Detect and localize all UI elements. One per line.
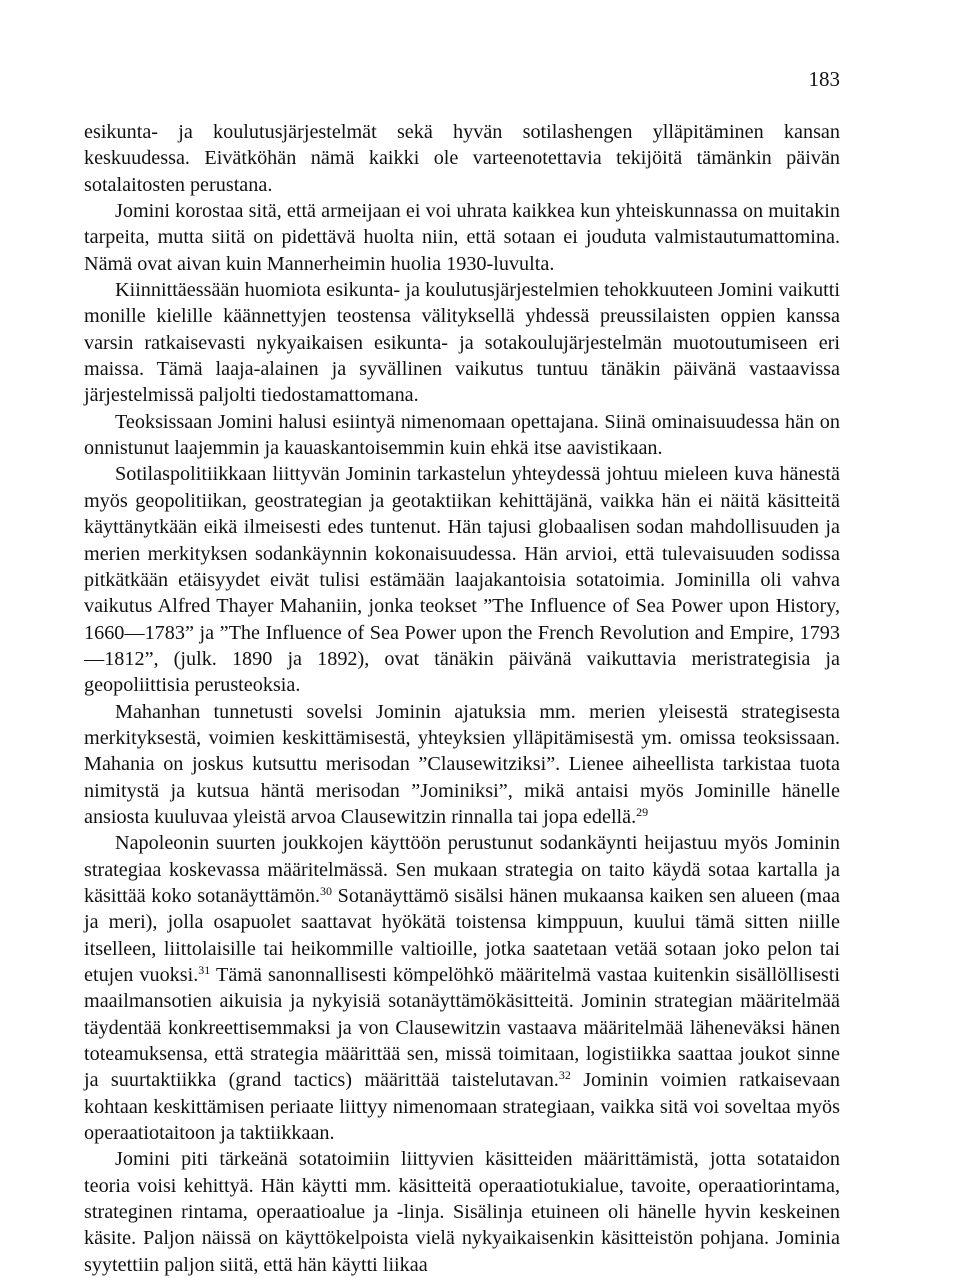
paragraph-text: Jominin voimien ratkaisevaan kohtaan keskittämisen periaate liittyy nimenomaan strategiaan, vaikka sitä voi soveltaa myös operaatiotaitoon ja taktiikkaan. xyxy=(84,1069,840,1145)
paragraph-text: Kiinnittäessään huomiota esikunta- ja koulutusjärjestelmien tehokkuuteen Jomini vaikutti monille kielille käännettyjen teostensa välityksellä yhdessä preussilaisten oppien kanssa varsin ratkaisevasti nykyaikaisen esikunta- ja sotakoulujärjestelmän muotoutumiseen eri maissa. Tämä laaja-alainen ja syvällinen vaikutus tuntuu tänäkin päivänä vastaavissa järjestelmissä paljolti tiedostamattomana. xyxy=(84,279,840,407)
footnote-reference: 30 xyxy=(320,883,333,898)
paragraph-text: esikunta- ja koulutusjärjestelmät sekä hyvän sotilashengen ylläpitäminen kansan keskuudessa. Eivätköhän nämä kaikki ole varteenotettavia tekijöitä tämänkin päivän sotalaitosten perustana. xyxy=(84,121,840,196)
paragraph-text: Teoksissaan Jomini halusi esiintyä nimenomaan opettajana. Siinä ominaisuudessa hän on onnistunut laajemmin ja kauaskantoisemmin kuin ehkä itse aavistikaan. xyxy=(84,410,840,460)
paragraph-text: Napoleonin suurten joukkojen käyttöön perustunut sodankäynti heijastuu myös Jominin strategiaa koskevassa määritelmässä. Sen mukaan strategia on taito käydä sotaa kartalla ja käsittää koko sotanäyttämön. xyxy=(84,832,840,907)
paragraph-text: Jomini korostaa sitä, että armeijaan ei voi uhrata kaikkea kun yhteiskunnassa on muitakin tarpeita, mutta siitä on pidettävä huolta niin, että sotaan ei jouduta valmistautumattomina. Nämä ovat aivan kuin Mannerheimin huolia 1930-luvulta. xyxy=(84,200,840,275)
paragraph xyxy=(84,1146,840,1278)
paragraph-text: Mahanhan tunnetusti sovelsi Jominin ajatuksia mm. merien yleisestä strategisesta merkityksestä, voimien keskittämisestä, yhteyksien ylläpitämisestä ym. omissa teoksissaan. Mahania on joskus kutsuttu merisodan ”Clausewitziksi”. Lienee aiheellista tarkistaa tuota nimitystä ja kutsua häntä merisodan ”Jominiksi”, mikä antaisi myös Jominille hänelle ansiosta kuuluvaa yleistä arvoa Clausewitzin rinnalla tai jopa edellä. xyxy=(84,700,840,828)
paragraph xyxy=(84,119,840,198)
paragraph-text: Jomini piti tärkeänä sotatoimiin liittyvien käsitteiden määrittämistä, jotta sotataidon teoria voisi kehittyä. Hän käytti mm. käsitteitä operaatiotukialue, tavoite, operaatiorintama, strateginen rintama, operaatioalue ja -linja. Sisälinja etuineen oli hänelle hyvin keskeinen käsite. Paljon näissä on käyttökelpoista vielä nykyaikaisenkin käsitteistön pohjana. Jominia syytettiin paljon siitä, että hän käytti liikaa xyxy=(84,1148,840,1276)
footnote-reference: 31 xyxy=(198,963,211,977)
paragraph xyxy=(84,198,840,277)
paragraph xyxy=(84,461,840,698)
paragraph-text: Tämä sanonnallisesti kömpelöhkö määritelmä vastaa kuitenkin sisällöllisesti maailmansotien aikuisia ja nykyisiä sotanäyttämökäsitteitä. Jominin strategian määritelmää täydentää konkreettisemmaksi ja von Clausewitzin vastaava määritelmää läheneväksi hänen toteamuksensa, että strategia määrittää sen, missä toimitaan, logistiikka saattaa joukot sinne ja suurtaktiikka (grand tactics) määrittää taistelutavan. xyxy=(84,964,840,1092)
paragraph xyxy=(84,699,840,831)
paragraph xyxy=(84,409,840,462)
footnote-reference: 32 xyxy=(558,1068,571,1083)
page-number: 183 xyxy=(808,67,840,91)
paragraph xyxy=(84,830,840,1146)
paragraph-text: Sotilaspolitiikkaan liittyvän Jominin tarkastelun yhteydessä johtuu mieleen kuva hänestä myös geopolitiikan, geostrategian ja geotaktiikan kehittäjänä, vaikka hän ei näitä käsitteitä käyttänytkään eikä ilmeisesti edes tuntenut. Hän tajusi globaalisen sodan mahdollisuuden ja merien merkityksen sodankäynnin kokonaisuudessa. Hän arvioi, että tulevaisuuden sodissa pitkätkään etäisyydet eivät tulisi estämään laajakantoisia sotatoimia. Jominilla oli vahva vaikutus Alfred Thayer Mahaniin, jonka teokset ”The Influence of Sea Power upon History, 1660—1783” ja ”The Influence of Sea Power upon the French Revolution and Empire, 1793—1812”, (julk. 1890 ja 1892), ovat tänäkin päivänä vaikuttavia meristrategisia ja geopoliittisia perusteoksia. xyxy=(84,463,840,697)
paragraph xyxy=(84,277,840,409)
paragraph-text: Sotanäyttämö sisälsi hänen mukaansa kaiken sen alueen (maa ja meri), jolla osapuolet saattavat hyökätä toistensa kimppuun, kuului tämä sitten niille itselleen, liittolaisille tai heikommille valtioille, jotka saatetaan vetää sotaan joko pelon tai etujen vuoksi. xyxy=(84,884,840,986)
body-text xyxy=(84,119,840,1278)
footnote-reference: 29 xyxy=(636,804,649,819)
